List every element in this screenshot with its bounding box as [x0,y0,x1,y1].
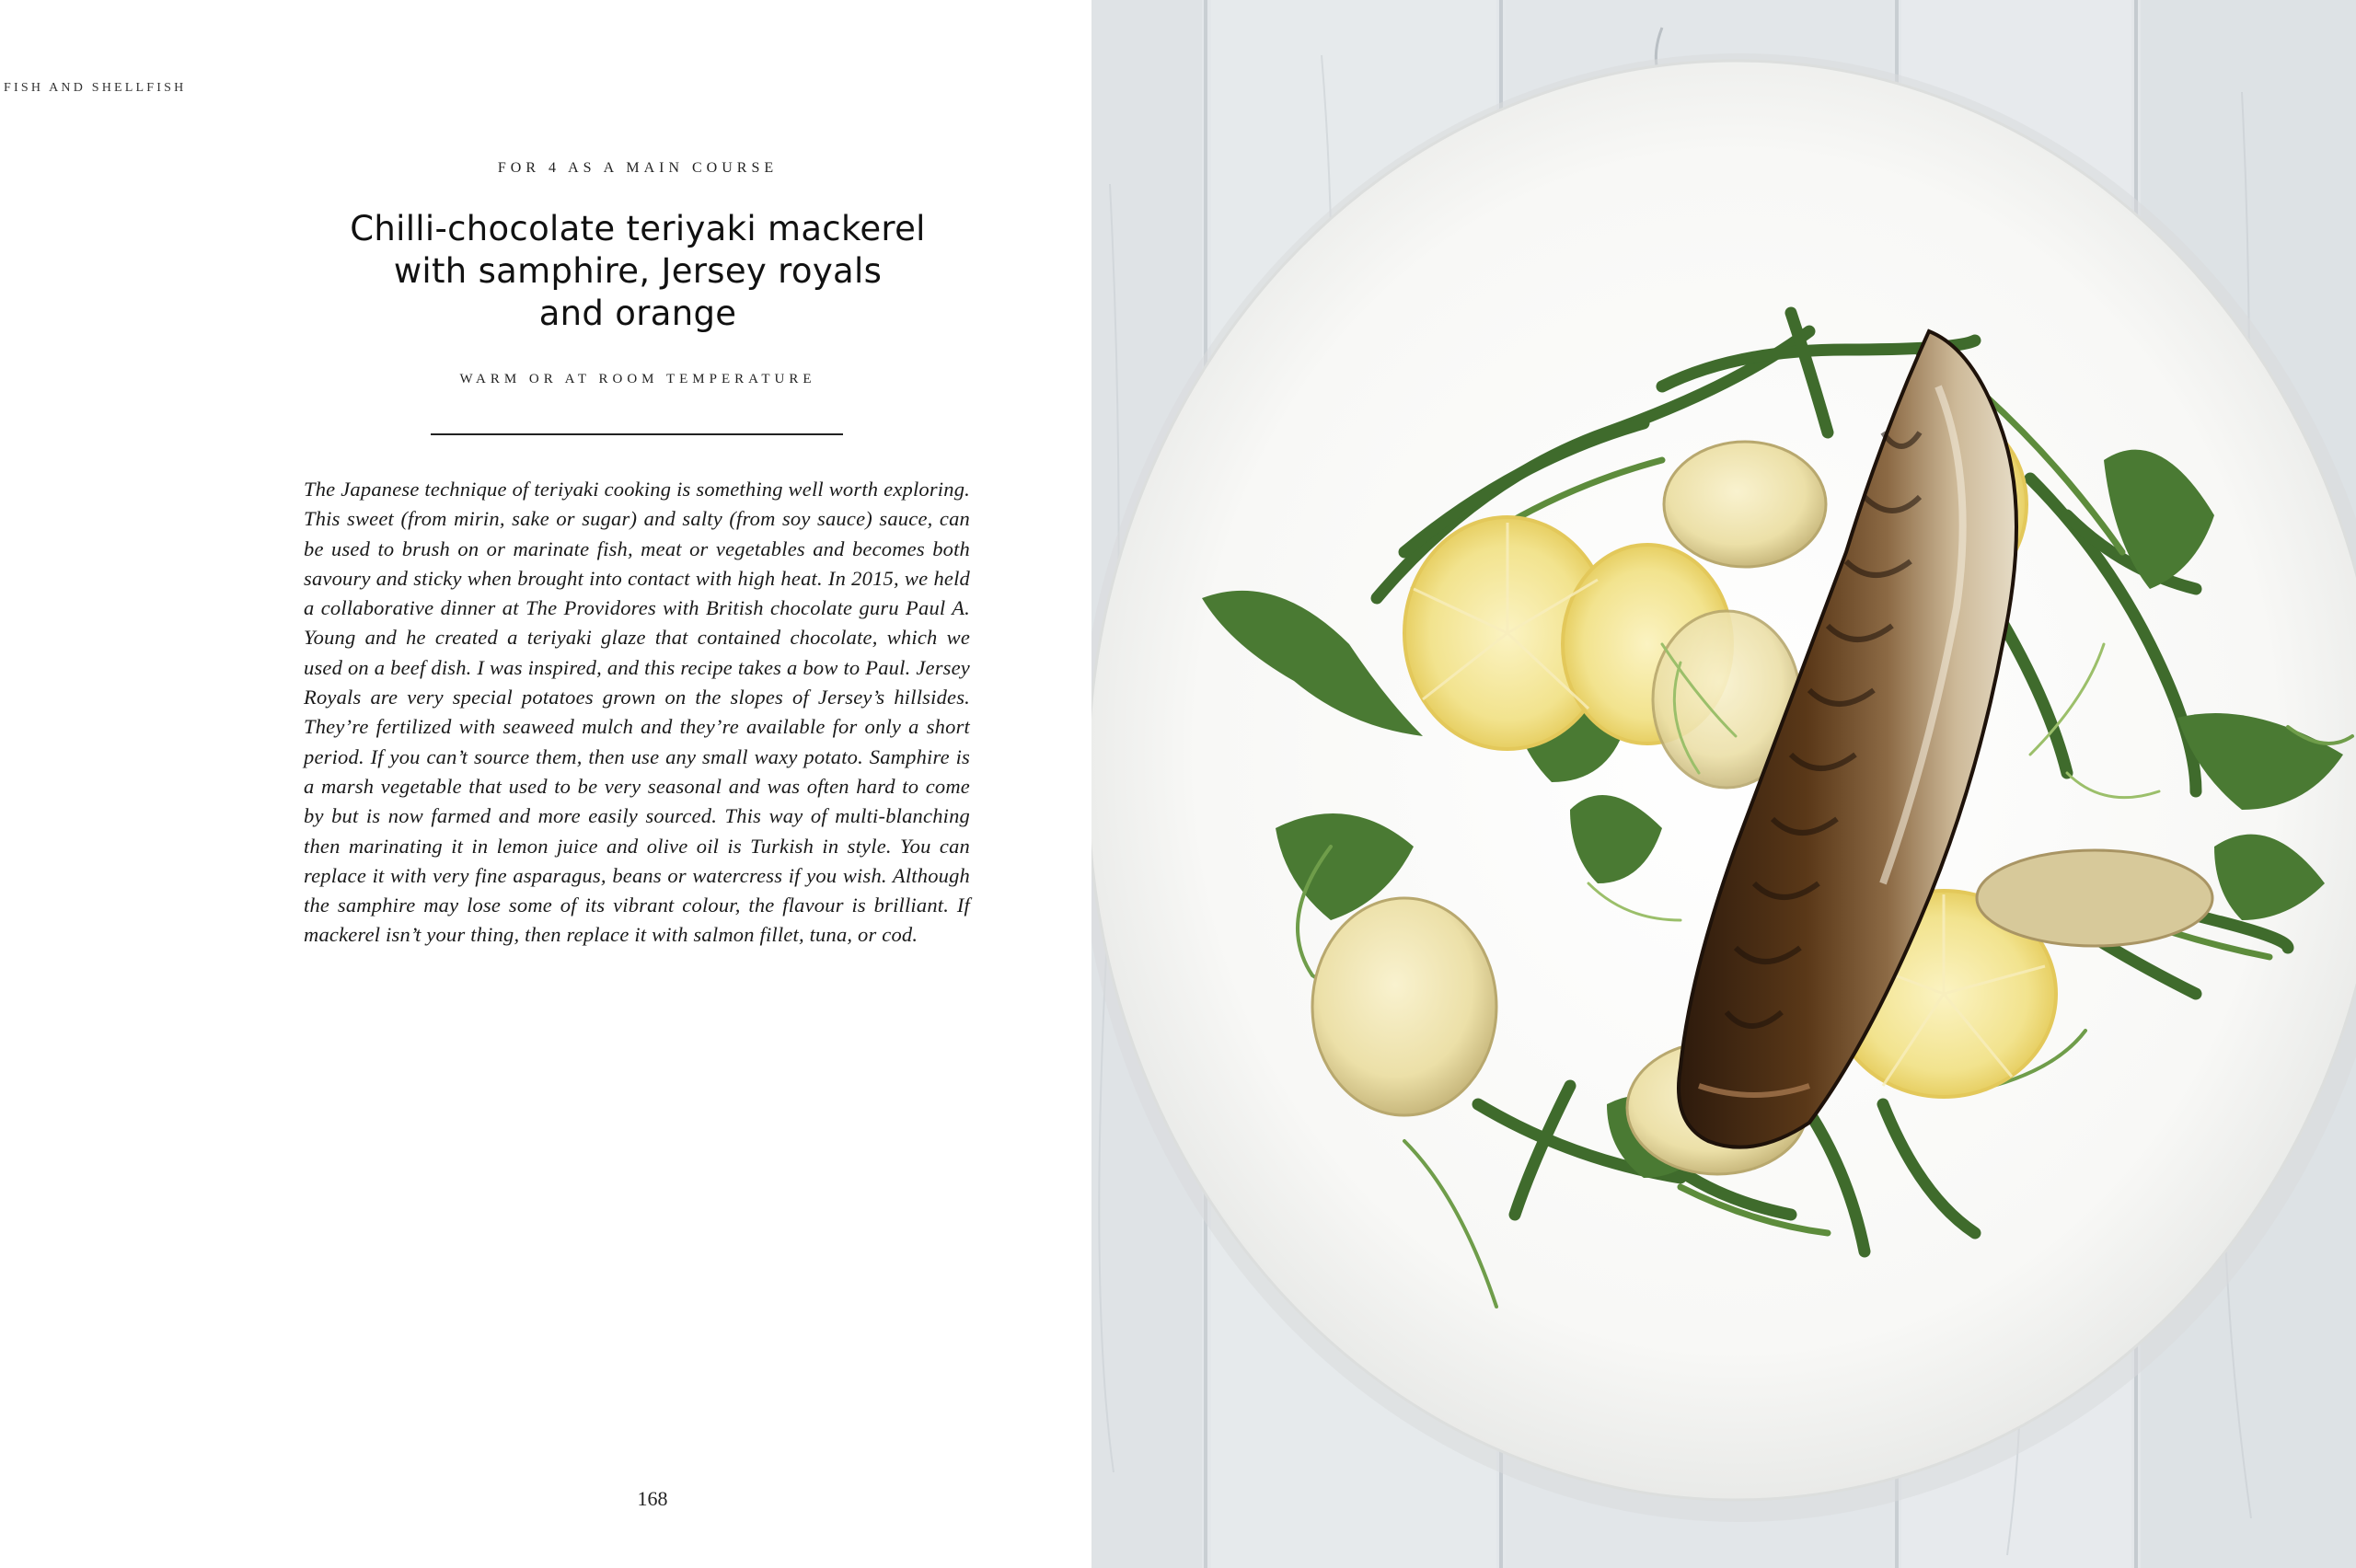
recipe-title-line: Chilli-chocolate teriyaki mackerel [350,209,926,248]
dish-photograph [1091,0,2356,1568]
recipe-title-line: with samphire, Jersey royals [393,251,883,291]
recipe-page [0,0,1091,1568]
page-number: 168 [637,1487,668,1510]
title-divider [431,433,843,435]
recipe-title [270,208,1006,335]
recipe-introduction: The Japanese technique of teriyaki cooking is something well worth exploring. This sweet (from mirin, sake or sugar) and salty (from soy sauce) sauce, can be used to brush on or marinate fish, meat or vegetables and becomes both savoury and sticky when brought into contact with high heat. In 2015, we held a collaborative dinner at The Providores with British chocolate guru Paul A. Young and he created a teriyaki glaze that contained chocolate, which we used on a beef dish. I was inspired, and this recipe takes a bow to Paul. Jersey Royals are very special potatoes grown on the slopes of Jersey’s hillsides. They’re fertilized with seaweed mulch and they’re available for only a short period. If you can’t source them, then use any small waxy potato. Samphire is a marsh vegetable that used to be very seasonal and was often hard to come by but is now farmed and more easily sourced. This way of multi-blanching then marinating it in lemon juice and olive oil is Turkish in style. You can replace it with very fine asparagus, beans or watercress if you wish. Although the samphire may lose some of its vibrant colour, the flavour is brilliant. If mackerel isn’t your thing, then replace it with salmon fillet, tuna, or cod. [304,478,970,947]
section-label: FISH AND SHELLFISH [4,81,187,95]
serving-note: WARM OR AT ROOM TEMPERATURE [459,372,816,386]
serves-label: FOR 4 AS A MAIN COURSE [497,160,779,176]
recipe-title-line: and orange [538,294,737,333]
dish-photo-illustration [1091,0,2356,1568]
